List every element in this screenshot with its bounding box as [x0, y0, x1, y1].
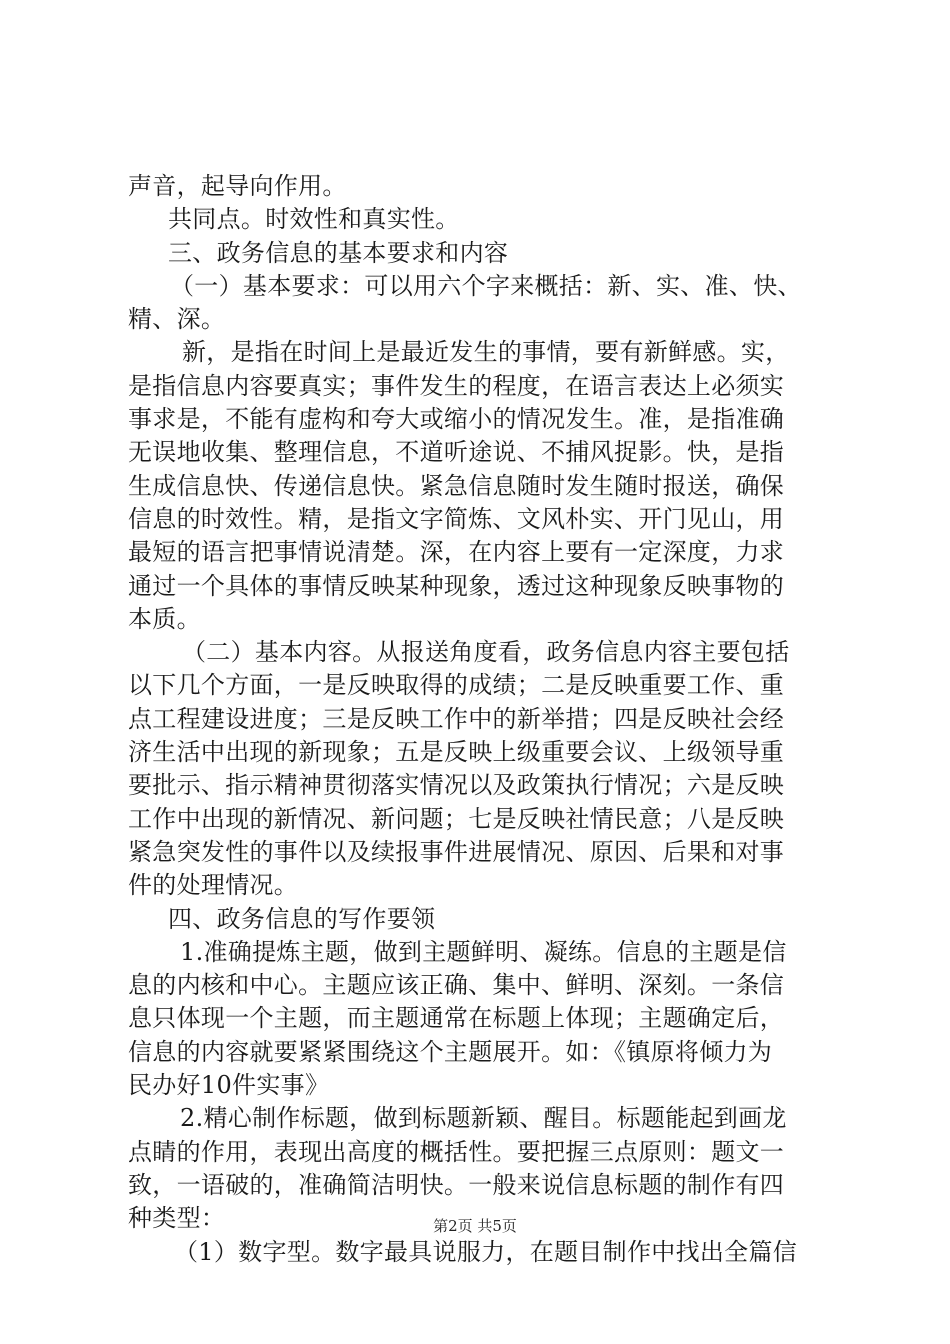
text-line: （1）数字型。数字最具说服力，在题目制作中找出全篇信	[174, 1237, 798, 1266]
text-line: 信息的时效性。精，是指文字简炼、文风朴实、开门见山，用	[128, 504, 785, 533]
text-line: 最短的语言把事情说清楚。深，在内容上要有一定深度，力求	[128, 538, 785, 567]
text-line: 本质。	[128, 604, 201, 633]
text-line: 通过一个具体的事情反映某种现象，透过这种现象反映事物的	[128, 571, 785, 600]
text-line: 声音，起导向作用。	[128, 172, 347, 200]
text-line: 以下几个方面，一是反映取得的成绩；二是反映重要工作、重	[128, 671, 785, 700]
text-line: 息只体现一个主题，而主题通常在标题上体现；主题确定后，	[128, 1004, 785, 1033]
text-line: 新，是指在时间上是最近发生的事情，要有新鲜感。实，	[182, 338, 790, 367]
text-line: 件的处理情况。	[128, 871, 299, 900]
text-line: 济生活中出现的新现象；五是反映上级重要会议、上级领导重	[128, 738, 785, 767]
text-line: 息的内核和中心。主题应该正确、集中、鲜明、深刻。一条信	[128, 971, 785, 1000]
text-line: （一）基本要求：可以用六个字来概括：新、实、准、快、	[170, 271, 802, 300]
text-line: 工作中出现的新情况、新问题；七是反映社情民意；八是反映	[128, 804, 785, 833]
text-line: （二）基本内容。从报送角度看，政务信息内容主要包括	[182, 638, 790, 667]
text-line: 生成信息快、传递信息快。紧急信息随时发生随时报送，确保	[128, 471, 785, 500]
document-body	[128, 170, 830, 1269]
text-line: 1.准确提炼主题，做到主题鲜明、凝练。信息的主题是信	[180, 937, 787, 966]
text-line: 无误地收集、整理信息，不道听途说、不捕风捉影。快，是指	[128, 438, 785, 467]
text-line: 是指信息内容要真实；事件发生的程度，在语言表达上必须实	[128, 371, 785, 400]
text-line: 共同点。时效性和真实性。	[168, 205, 460, 234]
text-line: 紧急突发性的事件以及续报事件进展情况、原因、后果和对事	[128, 837, 785, 866]
text-line: 事求是，不能有虚构和夸大或缩小的情况发生。准，是指准确	[128, 405, 785, 434]
text-line: 种类型：	[128, 1204, 226, 1233]
text-line: 信息的内容就要紧紧围绕这个主题展开。如：《镇原将倾力为	[128, 1037, 773, 1066]
text-line: 精、深。	[128, 305, 226, 334]
page-footer: 第2页 共5页	[433, 1217, 517, 1235]
text-line: 四、政务信息的写作要领	[168, 904, 436, 933]
text-line: 民办好10件实事》	[128, 1071, 330, 1100]
text-line: 点睛的作用，表现出高度的概括性。要把握三点原则：题文一	[128, 1137, 785, 1166]
text-line: 致，一语破的，准确简洁明快。一般来说信息标题的制作有四	[128, 1170, 785, 1199]
text-line: 要批示、指示精神贯彻落实情况以及政策执行情况；六是反映	[128, 771, 785, 800]
text-line: 点工程建设进度；三是反映工作中的新举措；四是反映社会经	[128, 704, 785, 733]
text-line: 三、政务信息的基本要求和内容	[168, 238, 509, 267]
text-line: 2.精心制作标题，做到标题新颖、醒目。标题能起到画龙	[180, 1104, 787, 1133]
